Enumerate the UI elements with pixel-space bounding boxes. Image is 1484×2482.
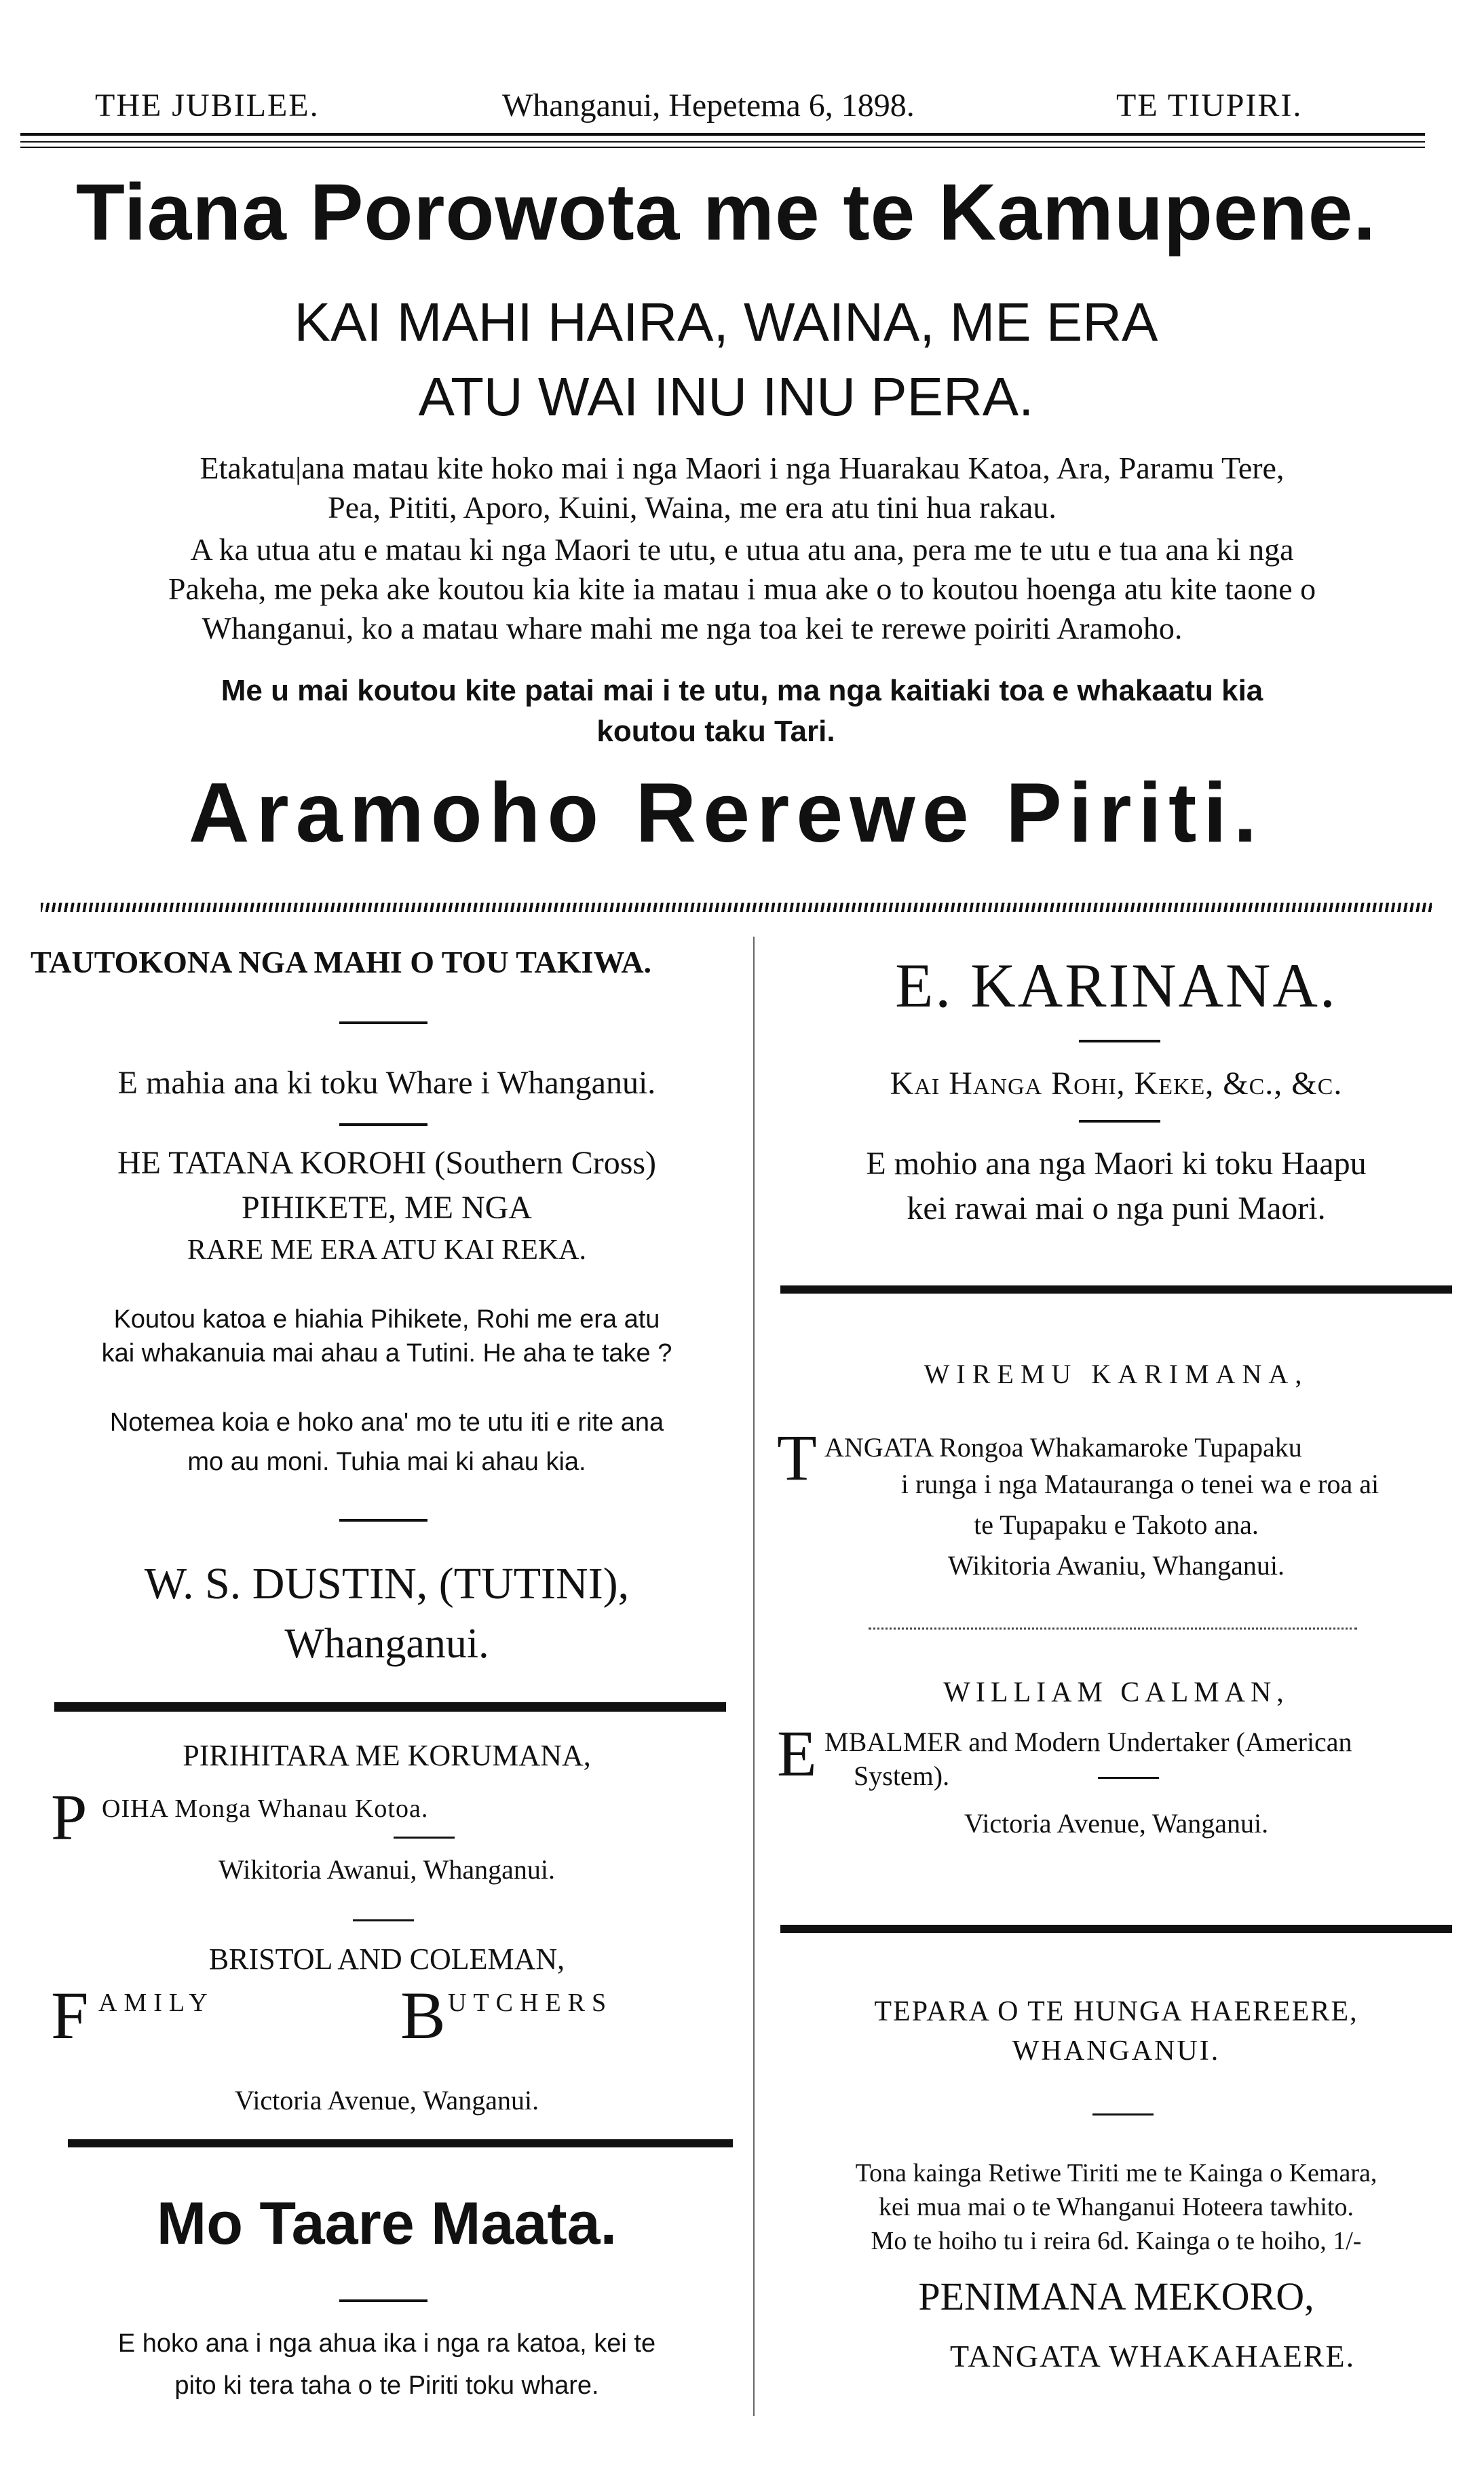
taare-line-2: pito ki tera taha o te Piriti toku whare. <box>174 2371 599 2400</box>
tepara-name: PENIMANA MEKORO, <box>918 2274 1314 2318</box>
top-ad-title: Tiana Porowota me te Kamupene. <box>75 168 1377 257</box>
calman-line-2: System). <box>854 1761 950 1791</box>
masthead-rule-1 <box>20 133 1425 136</box>
tepara-line-2: kei mua mai o te Whanganui Hoteera tawhito. <box>879 2193 1354 2221</box>
bristol-dropcap-1: F <box>51 1978 89 2053</box>
karinana-line-2: kei rawai mai o nga puni Maori. <box>907 1190 1326 1226</box>
dustin-line-3: PIHIKETE, ME NGA <box>242 1190 532 1226</box>
dustin-para-2-line-2: mo au moni. Tuhia mai ki ahau kia. <box>187 1448 586 1476</box>
calman-heading: WILLIAM CALMAN, <box>943 1677 1289 1708</box>
karinana-dash-2 <box>1079 1120 1160 1123</box>
dustin-line-1: E mahia ana ki toku Whare i Whanganui. <box>117 1065 656 1101</box>
karinana-subtitle: Kai Hanga Rohi, Keke, &c., &c. <box>890 1066 1343 1102</box>
top-ad-para-2-line-3: Whanganui, ko a matau whare mahi me nga toa kei te rerewe poiriti Aramoho. <box>202 611 1183 645</box>
masthead-rule-3 <box>20 147 1425 148</box>
top-ad-para-1-line-1: Etakatu|ana matau kite hoko mai i nga Maori i nga Huarakau Katoa, Ara, Paramu Tere, <box>199 451 1285 485</box>
dustin-line-2: HE TATANA KOROHI (Southern Cross) <box>117 1145 657 1181</box>
dustin-dash-1 <box>339 1021 427 1024</box>
karinana-title: E. KARINANA. <box>895 951 1337 1020</box>
dustin-place: Whanganui. <box>284 1621 489 1667</box>
karinana-line-1: E mohio ana nga Maori ki toku Haapu <box>866 1146 1367 1182</box>
dustin-para-1-line-2: kai whakanuia mai ahau a Tutini. He aha te take ? <box>101 1339 672 1368</box>
top-ad-bold-line-2: koutou taku Tari. <box>596 715 835 748</box>
top-ad-subtitle-1: KAI MAHI HAIRA, WAINA, ME ERA <box>294 292 1158 352</box>
bristol-heading: BRISTOL AND COLEMAN, <box>208 1942 565 1976</box>
dustin-line-4: RARE ME ERA ATU KAI REKA. <box>187 1235 587 1266</box>
top-ad-para-2-line-1: A ka utua atu e matau ki nga Maori te utu, e utua atu ana, pera me te utu e tua ana ki nga <box>190 532 1294 567</box>
top-ad-footer: Aramoho Rerewe Piriti. <box>188 766 1264 860</box>
pirihitara-heading: PIRIHITARA ME KORUMANA, <box>183 1739 591 1772</box>
karinana-dash-1 <box>1079 1040 1160 1042</box>
tepara-heading-2: WHANGANUI. <box>1012 2035 1221 2067</box>
pirihitara-dropcap: P <box>51 1781 88 1854</box>
wiremu-line-1: ANGATA Rongoa Whakamaroke Tupapaku <box>824 1432 1302 1463</box>
dustin-name: W. S. DUSTIN, (TUTINI), <box>144 1559 630 1609</box>
top-ad-para-2-line-2: Pakeha, me peka ake koutou kia kite ia matau i mua ake o to koutou hoenga atu kite taone o <box>168 571 1316 606</box>
bristol-address: Victoria Avenue, Wanganui. <box>234 2085 539 2116</box>
calman-line-1: MBALMER and Modern Undertaker (American <box>824 1727 1352 1757</box>
tepara-role: TANGATA WHAKAHAERE. <box>950 2339 1356 2373</box>
top-ad-subtitle-2: ATU WAI INU INU PERA. <box>418 366 1034 427</box>
bristol-word-2: UTCHERS <box>448 1989 613 2017</box>
pirihitara-dash <box>394 1837 455 1839</box>
pirihitara-address: Wikitoria Awanui, Whanganui. <box>218 1854 556 1885</box>
wiremu-heading: WIREMU KARIMANA, <box>924 1359 1309 1389</box>
bristol-word-1: AMILY <box>98 1989 214 2017</box>
right-rule-1 <box>780 1285 1452 1294</box>
taare-line-1: E hoko ana i nga ahua ika i nga ra katoa, kei te <box>117 2329 656 2358</box>
taare-title: Mo Taare Maata. <box>156 2189 617 2257</box>
dustin-para-1-line-1: Koutou katoa e hiahia Pihikete, Rohi me era atu <box>113 1305 660 1334</box>
left-rule-1 <box>54 1702 726 1712</box>
pirihitara-dash-2 <box>353 1919 414 1921</box>
calman-dash <box>1098 1777 1159 1779</box>
dustin-para-2-line-1: Notemea koia e hoko ana' mo te utu iti e rite ana <box>109 1408 664 1437</box>
pirihitara-line: OIHA Monga Whanau Kotoa. <box>102 1794 429 1823</box>
taare-dash <box>339 2299 427 2302</box>
wiremu-address: Wikitoria Awaniu, Whanganui. <box>947 1550 1285 1581</box>
right-rule-2 <box>780 1925 1452 1933</box>
wiremu-dropcap: T <box>777 1421 817 1494</box>
masthead-date: Whanganui, Hepetema 6, 1898. <box>502 88 915 124</box>
left-rule-2 <box>68 2139 733 2147</box>
calman-address: Victoria Avenue, Wanganui. <box>964 1808 1269 1839</box>
wiremu-line-3: te Tupapaku e Takoto ana. <box>974 1509 1259 1540</box>
tepara-heading-1: TEPARA O TE HUNGA HAEREERE, <box>874 1996 1358 2027</box>
masthead-rule-2 <box>20 141 1425 143</box>
dustin-heading: TAUTOKONA NGA MAHI O TOU TAKIWA. <box>31 945 652 979</box>
tepara-dash <box>1092 2113 1154 2116</box>
section-divider <box>41 903 1432 912</box>
calman-dropcap: E <box>777 1717 817 1790</box>
bristol-dropcap-2: B <box>400 1978 446 2053</box>
column-divider <box>753 937 755 2416</box>
masthead-right: TE TIUPIRI. <box>1116 88 1303 124</box>
top-ad-bold-line-1: Me u mai koutou kite patai mai i te utu, ma nga kaitiaki toa e whakaatu kia <box>221 674 1263 707</box>
tepara-line-1: Tona kainga Retiwe Tiriti me te Kainga o Kemara, <box>855 2159 1377 2187</box>
top-ad-para-1-line-2: Pea, Pititi, Aporo, Kuini, Waina, me era atu tini hua rakau. <box>328 490 1057 525</box>
tepara-line-3: Mo te hoiho tu i reira 6d. Kainga o te hoiho, 1/- <box>871 2227 1362 2255</box>
masthead-left: THE JUBILEE. <box>95 88 320 124</box>
dustin-dash-3 <box>339 1519 427 1522</box>
dustin-dash-2 <box>339 1123 427 1126</box>
right-dotted-rule <box>869 1628 1357 1630</box>
wiremu-line-2: i runga i nga Matauranga o tenei wa e roa ai <box>900 1469 1380 1499</box>
